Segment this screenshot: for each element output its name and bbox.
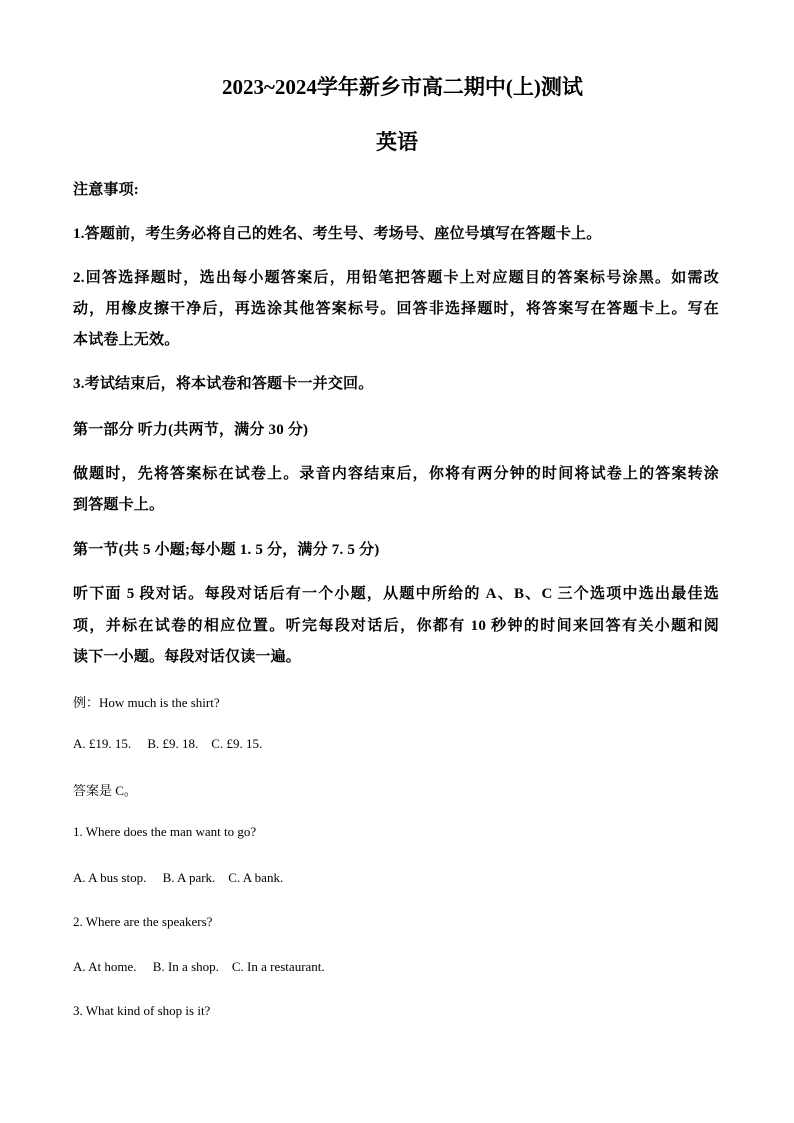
section1-instruction-line-1: 听下面 5 段对话。每段对话后有一个小题，从题中所给的 A、B、C 三个选项中选出最佳选 (73, 586, 719, 602)
part1-instruction-line-1: 做题时，先将答案标在试卷上。录音内容结束后，你将有两分钟的时间将试卷上的答案转涂 (73, 466, 719, 482)
example-question: 例：How much is the shirt? (73, 695, 220, 710)
section1-instruction-line-3: 读下一小题。每段对话仅读一遍。 (73, 649, 302, 665)
question-2-options: A. At home. B. In a shop. C. In a restaurant. (73, 959, 325, 974)
notice-heading: 注意事项: (73, 182, 139, 198)
notice-item-2-line-2: 动，用橡皮擦干净后，再选涂其他答案标号。回答非选择题时，将答案写在答题卡上。写在 (73, 301, 719, 317)
section1-heading: 第一节(共 5 小题;每小题 1. 5 分，满分 7. 5 分) (73, 542, 380, 558)
part1-instruction-line-2: 到答题卡上。 (73, 497, 165, 513)
notice-item-2-line-3: 本试卷上无效。 (73, 332, 180, 348)
section1-instruction-line-2: 项，并标在试卷的相应位置。听完每段对话后，你都有 10 秒钟的时间来回答有关小题和阅 (73, 618, 719, 634)
notice-item-3: 3.考试结束后，将本试卷和答题卡一并交回。 (73, 376, 374, 392)
question-1-stem: 1. Where does the man want to go? (73, 824, 257, 839)
notice-item-2-line-1: 2.回答选择题时，选出每小题答案后，用铅笔把答题卡上对应题目的答案标号涂黑。如需改 (73, 270, 719, 286)
question-1-options: A. A bus stop. B. A park. C. A bank. (73, 870, 284, 885)
example-answer: 答案是 C。 (73, 783, 137, 798)
notice-item-1: 1.答题前，考生务必将自己的姓名、考生号、考场号、座位号填写在答题卡上。 (73, 226, 602, 242)
exam-title: 2023~2024学年新乡市高二期中(上)测试 (222, 75, 583, 99)
subject-title: 英语 (376, 130, 418, 154)
question-2-stem: 2. Where are the speakers? (73, 914, 213, 929)
part1-heading: 第一部分 听力(共两节，满分 30 分) (73, 422, 309, 438)
question-3-stem: 3. What kind of shop is it? (73, 1003, 211, 1018)
example-options: A. £19. 15. B. £9. 18. C. £9. 15. (73, 736, 263, 751)
